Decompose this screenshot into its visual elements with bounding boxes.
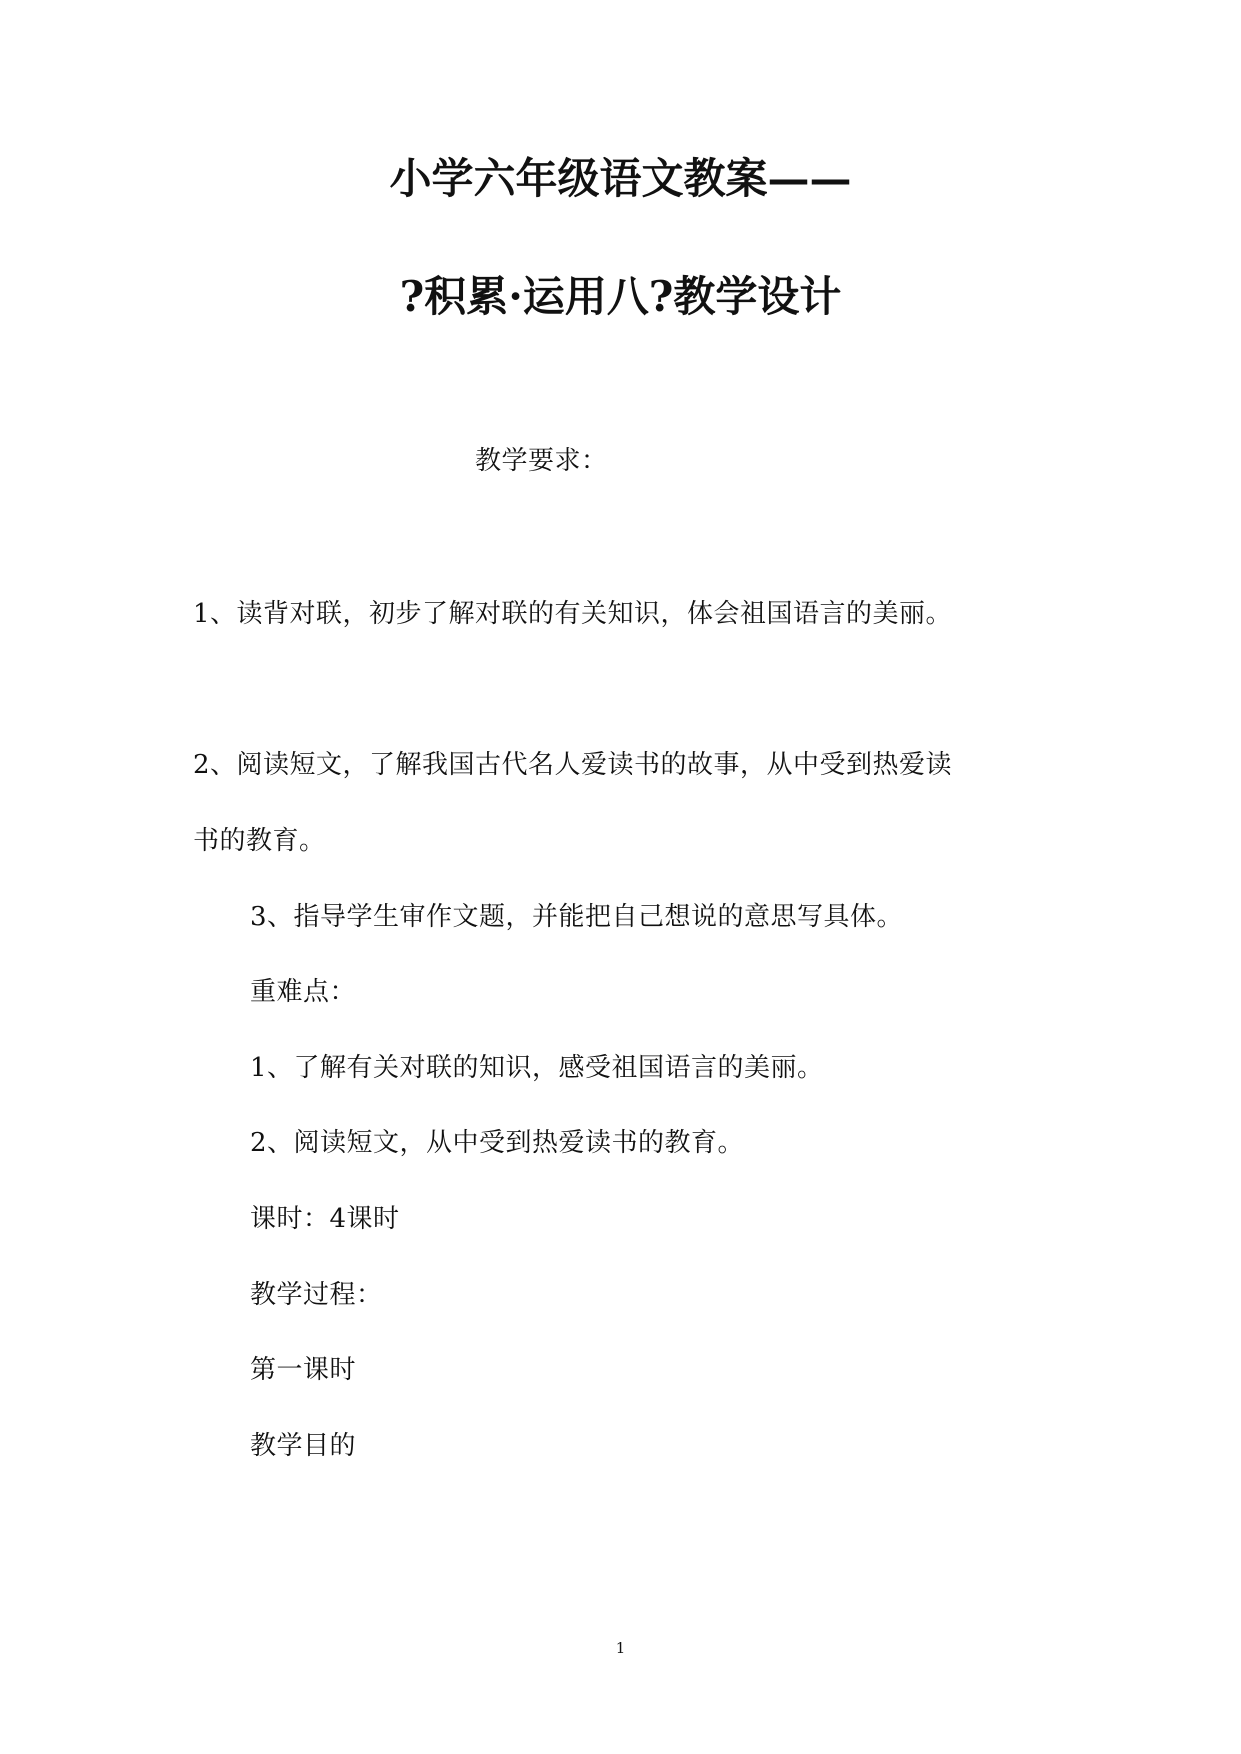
section-heading-key-points: 重难点：	[250, 977, 357, 1007]
requirement-2-line-1: 2、阅读短文，了解我国古代名人爱读书的故事，从中受到热爱读	[193, 750, 953, 780]
requirement-1: 1、读背对联，初步了解对联的有关知识，体会祖国语言的美丽。	[193, 599, 953, 629]
key-point-1: 1、了解有关对联的知识，感受祖国语言的美丽。	[250, 1053, 824, 1083]
first-lesson-heading: 第一课时	[250, 1355, 357, 1385]
section-heading-teaching-requirements: 教学要求：	[475, 446, 608, 476]
requirement-2-line-2: 书的教育。	[193, 826, 326, 856]
document-title-line-1: 小学六年级语文教案——	[389, 154, 852, 203]
section-heading-teaching-process: 教学过程：	[250, 1280, 383, 1310]
requirement-3: 3、指导学生审作文题，并能把自己想说的意思写具体。	[250, 902, 904, 932]
teaching-purpose-heading: 教学目的	[250, 1431, 357, 1461]
page-number: 1	[615, 1639, 626, 1657]
document-title-line-2: ?积累·运用八?教学设计	[399, 272, 842, 321]
key-point-2: 2、阅读短文，从中受到热爱读书的教育。	[250, 1128, 745, 1158]
class-hours: 课时：4课时	[250, 1204, 400, 1234]
